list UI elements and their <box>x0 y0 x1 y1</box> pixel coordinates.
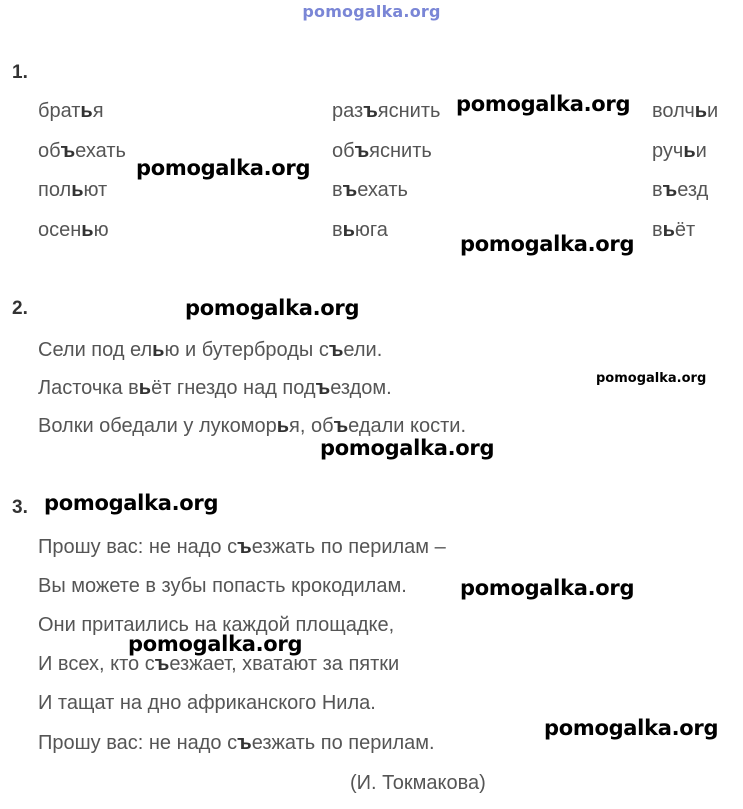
task1-word: вьёт <box>652 219 696 241</box>
poem-line: Они притаились на каждой площадке, <box>38 614 395 636</box>
watermark: pomogalka.org <box>320 436 495 460</box>
watermark: pomogalka.org <box>544 716 719 740</box>
task1-word: польют <box>38 179 108 201</box>
watermark: pomogalka.org <box>460 576 635 600</box>
poem-line: И всех, кто съезжает, хватают за пятки <box>38 653 400 675</box>
watermark: pomogalka.org <box>185 296 360 320</box>
task1-word: объяснить <box>332 140 432 162</box>
task1-word: въезд <box>652 179 709 201</box>
task1-word: разъяснить <box>332 100 441 122</box>
watermark: pomogalka.org <box>44 491 219 515</box>
task1-number: 1. <box>12 62 28 83</box>
watermark: pomogalka.org <box>456 92 631 116</box>
task1-word: ручьи <box>652 140 707 162</box>
watermark: pomogalka.org <box>128 632 303 656</box>
task2-sentence: Ласточка вьёт гнездо над подъездом. <box>38 377 392 399</box>
task1-word: волчьи <box>652 100 719 122</box>
top-watermark: pomogalka.org <box>302 2 441 21</box>
poem-line: Прошу вас: не надо съезжать по перилам. <box>38 732 435 754</box>
watermark: pomogalka.org <box>460 232 635 256</box>
poem-author: (И. Токмакова) <box>350 772 486 794</box>
task2-sentence: Сели под елью и бутерброды съели. <box>38 339 383 361</box>
task3-number: 3. <box>12 497 28 518</box>
poem-line: И тащат на дно африканского Нила. <box>38 692 376 714</box>
task1-word: осенью <box>38 219 109 241</box>
task1-word: братья <box>38 100 104 122</box>
watermark: pomogalka.org <box>136 156 311 180</box>
task2-number: 2. <box>12 298 28 319</box>
task1-word: въехать <box>332 179 408 201</box>
poem-line: Вы можете в зубы попасть крокодилам. <box>38 575 407 597</box>
task1-word: объехать <box>38 140 126 162</box>
watermark: pomogalka.org <box>596 371 707 386</box>
task2-sentence: Волки обедали у лукоморья, объедали кости. <box>38 415 467 437</box>
poem-line: Прошу вас: не надо съезжать по перилам – <box>38 536 446 558</box>
task1-word: вьюга <box>332 219 388 241</box>
